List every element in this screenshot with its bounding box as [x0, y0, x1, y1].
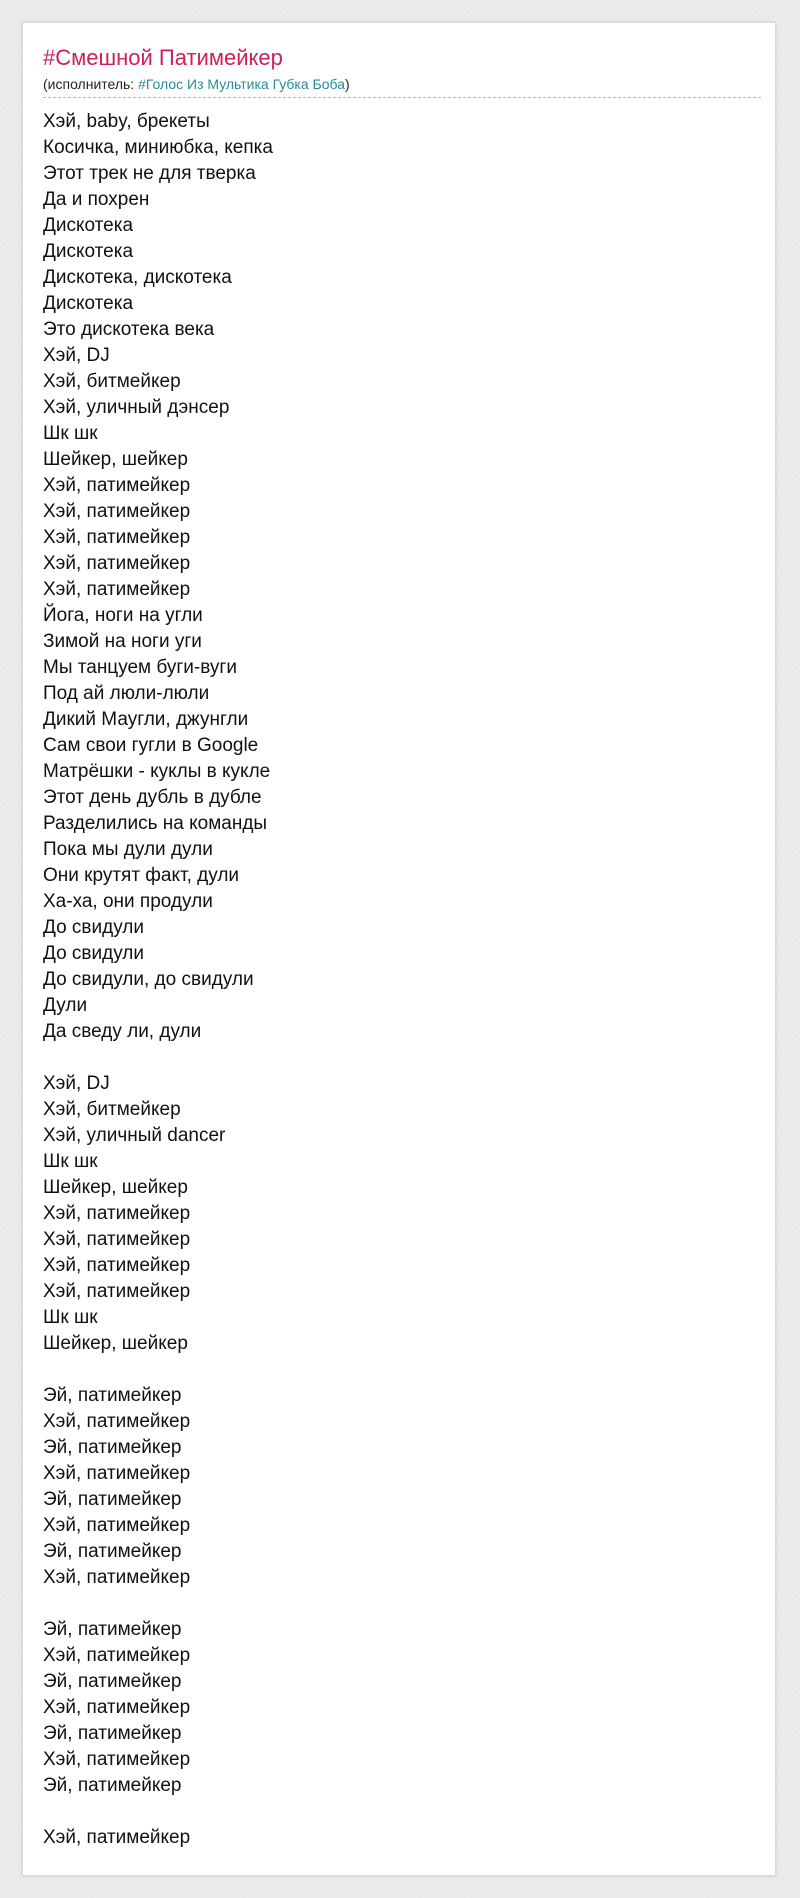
- lyrics-stanza: [43, 109, 755, 1045]
- lyrics-body: [43, 109, 755, 1851]
- lyric-line: Хэй, уличный дэнсер: [43, 397, 230, 418]
- lyric-line: Этот трек не для тверка: [43, 163, 256, 184]
- lyric-line: Хэй, патимейкер: [43, 553, 191, 574]
- lyric-line: Сам свои гугли в Google: [43, 735, 259, 756]
- lyric-line: Да и похрен: [43, 189, 150, 210]
- lyric-line: До свидули, до свидули: [43, 969, 254, 990]
- lyric-line: Разделились на команды: [43, 813, 268, 834]
- lyric-line: Хэй, DJ: [43, 345, 110, 366]
- lyric-line: Эй, патимейкер: [43, 1437, 182, 1458]
- lyric-line: Шейкер, шейкер: [43, 1177, 188, 1198]
- lyric-line: Эй, патимейкер: [43, 1619, 182, 1640]
- stanza-break: [43, 1799, 755, 1825]
- lyric-line: Косичка, миниюбка, кепка: [43, 137, 273, 158]
- lyric-line: Хэй, патимейкер: [43, 1567, 191, 1588]
- lyrics-stanza: [43, 1383, 755, 1591]
- lyric-line: Хэй, патимейкер: [43, 1255, 191, 1276]
- lyric-line: Хэй, битмейкер: [43, 1099, 181, 1120]
- lyric-line: Хэй, патимейкер: [43, 501, 191, 522]
- lyric-line: Хэй, патимейкер: [43, 1827, 191, 1848]
- lyric-line: Шк шк: [43, 1151, 98, 1172]
- lyric-line: Эй, патимейкер: [43, 1671, 182, 1692]
- lyric-line: Они крутят факт, дули: [43, 865, 240, 886]
- lyric-line: Хэй, патимейкер: [43, 1515, 191, 1536]
- lyric-line: Пока мы дули дули: [43, 839, 213, 860]
- lyric-line: Шейкер, шейкер: [43, 1333, 188, 1354]
- lyric-line: Хэй, baby, брекеты: [43, 111, 210, 132]
- lyrics-card: [22, 22, 776, 1876]
- lyric-line: Зимой на ноги уги: [43, 631, 202, 652]
- lyric-line: Дискотека, дискотека: [43, 267, 232, 288]
- lyric-line: Хэй, патимейкер: [43, 1749, 191, 1770]
- artist-byline: [43, 75, 761, 98]
- lyric-line: Хэй, патимейкер: [43, 475, 191, 496]
- stanza-break: [43, 1357, 755, 1383]
- lyric-line: Дули: [43, 995, 88, 1016]
- lyric-line: Хэй, битмейкер: [43, 371, 181, 392]
- lyric-line: Хэй, патимейкер: [43, 1463, 191, 1484]
- lyric-line: Да сведу ли, дули: [43, 1021, 202, 1042]
- lyric-line: Шк шк: [43, 423, 98, 444]
- lyric-line: Йога, ноги на угли: [43, 605, 203, 626]
- lyric-line: До свидули: [43, 943, 145, 964]
- song-title: #Смешной Патимейкер: [43, 45, 283, 70]
- lyric-line: Хэй, патимейкер: [43, 1281, 191, 1302]
- lyric-line: Хэй, патимейкер: [43, 1411, 191, 1432]
- lyric-line: Это дискотека века: [43, 319, 215, 340]
- lyric-line: До свидули: [43, 917, 145, 938]
- lyrics-stanza: [43, 1825, 755, 1851]
- lyrics-stanza: [43, 1617, 755, 1799]
- byline-suffix: ): [344, 76, 350, 92]
- lyric-line: Хэй, патимейкер: [43, 1229, 191, 1250]
- lyric-line: Шк шк: [43, 1307, 98, 1328]
- lyric-line: Эй, патимейкер: [43, 1385, 182, 1406]
- lyric-line: Мы танцуем буги-вуги: [43, 657, 237, 678]
- lyric-line: Хэй, уличный dancer: [43, 1125, 226, 1146]
- lyric-line: Хэй, патимейкер: [43, 1697, 191, 1718]
- stanza-break: [43, 1045, 755, 1071]
- lyric-line: Шейкер, шейкер: [43, 449, 188, 470]
- lyric-line: Под ай люли-люли: [43, 683, 210, 704]
- lyric-line: Хэй, патимейкер: [43, 1645, 191, 1666]
- lyric-line: Дискотека: [43, 215, 134, 236]
- lyric-line: Этот день дубль в дубле: [43, 787, 262, 808]
- lyric-line: Хэй, патимейкер: [43, 579, 191, 600]
- lyric-line: Ха-ха, они продули: [43, 891, 213, 912]
- lyric-line: Эй, патимейкер: [43, 1541, 182, 1562]
- stanza-break: [43, 1591, 755, 1617]
- lyric-line: Хэй, патимейкер: [43, 527, 191, 548]
- lyrics-stanza: [43, 1071, 755, 1357]
- lyric-line: Эй, патимейкер: [43, 1775, 182, 1796]
- lyric-line: Дикий Маугли, джунгли: [43, 709, 249, 730]
- lyric-line: Дискотека: [43, 241, 134, 262]
- lyric-line: Дискотека: [43, 293, 134, 314]
- lyric-line: Матрёшки - куклы в кукле: [43, 761, 271, 782]
- byline-prefix: (исполнитель:: [43, 76, 139, 92]
- lyric-line: Хэй, DJ: [43, 1073, 110, 1094]
- lyric-line: Эй, патимейкер: [43, 1723, 182, 1744]
- lyric-line: Хэй, патимейкер: [43, 1203, 191, 1224]
- lyric-line: Эй, патимейкер: [43, 1489, 182, 1510]
- artist-link[interactable]: #Голос Из Мультика Губка Боба: [138, 76, 345, 92]
